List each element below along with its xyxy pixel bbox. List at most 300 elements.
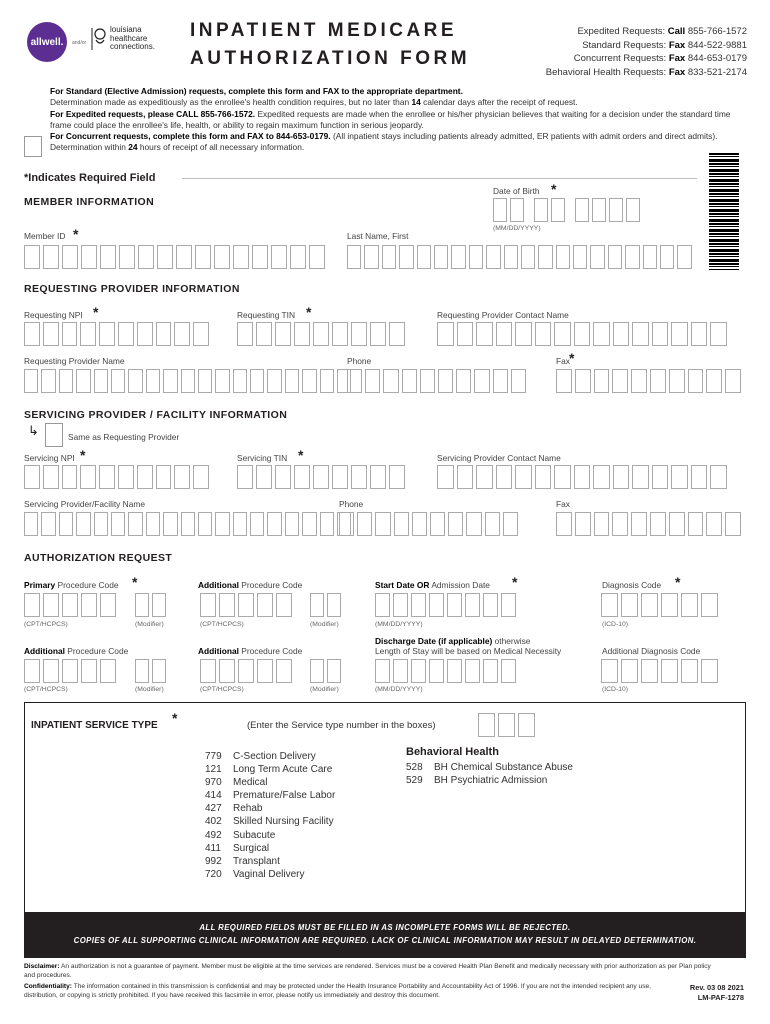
entry-box[interactable] <box>681 659 698 683</box>
entry-box[interactable] <box>99 322 115 346</box>
entry-box[interactable] <box>81 593 97 617</box>
entry-box[interactable] <box>394 512 409 536</box>
entry-box[interactable] <box>59 512 73 536</box>
entry-box[interactable] <box>501 659 516 683</box>
entry-box[interactable] <box>601 593 618 617</box>
entry-box[interactable] <box>496 322 513 346</box>
date-hint: (MM/DD/YYYY) <box>375 686 423 693</box>
entry-box[interactable] <box>474 369 489 393</box>
entry-box[interactable] <box>214 245 230 269</box>
entry-box[interactable] <box>332 322 348 346</box>
entry-box[interactable] <box>198 512 212 536</box>
entry-box[interactable] <box>485 512 500 536</box>
contact-behavioral: Behavioral Health Requests: Fax 833-521-2174 <box>545 66 747 78</box>
entry-box[interactable] <box>332 465 348 489</box>
entry-box[interactable] <box>193 465 209 489</box>
entry-box[interactable] <box>535 465 552 489</box>
entry-box[interactable] <box>62 245 78 269</box>
entry-box[interactable] <box>176 245 192 269</box>
req-npi-label: Requesting NPI <box>24 310 83 320</box>
entry-box[interactable] <box>483 659 498 683</box>
entry-box[interactable] <box>257 659 273 683</box>
entry-box[interactable] <box>43 465 59 489</box>
entry-box[interactable] <box>612 369 628 393</box>
entry-box[interactable] <box>650 369 666 393</box>
entry-box[interactable] <box>43 245 59 269</box>
entry-box[interactable] <box>660 245 674 269</box>
entry-box[interactable] <box>429 593 444 617</box>
entry-box[interactable] <box>43 659 59 683</box>
entry-box[interactable] <box>320 512 334 536</box>
entry-box[interactable] <box>94 369 108 393</box>
entry-box[interactable] <box>437 465 454 489</box>
modifier-hint: (Modifier) <box>310 686 339 693</box>
add-diag-input[interactable] <box>601 659 718 683</box>
additional-proc-input-2[interactable] <box>24 659 116 683</box>
entry-box[interactable] <box>631 369 647 393</box>
entry-box[interactable] <box>706 512 722 536</box>
entry-box[interactable] <box>438 369 453 393</box>
entry-box[interactable] <box>365 369 380 393</box>
entry-box[interactable] <box>430 512 445 536</box>
entry-box[interactable] <box>233 369 247 393</box>
entry-box[interactable] <box>24 659 40 683</box>
entry-box[interactable] <box>652 322 669 346</box>
entry-box[interactable] <box>62 593 78 617</box>
entry-box[interactable] <box>80 322 96 346</box>
divider <box>182 178 697 179</box>
additional-mod-input[interactable] <box>310 593 341 617</box>
entry-box[interactable] <box>538 245 552 269</box>
entry-box[interactable] <box>437 322 454 346</box>
discharge-date-input[interactable] <box>375 659 516 683</box>
entry-box[interactable] <box>503 512 518 536</box>
entry-box[interactable] <box>146 369 160 393</box>
diag-input[interactable] <box>601 593 718 617</box>
entry-box[interactable] <box>257 593 273 617</box>
entry-box[interactable] <box>556 512 572 536</box>
entry-box[interactable] <box>238 659 254 683</box>
entry-box[interactable] <box>643 245 657 269</box>
entry-box[interactable] <box>554 465 571 489</box>
entry-box[interactable] <box>469 245 483 269</box>
entry-box[interactable] <box>163 512 177 536</box>
service-type-item: 528 BH Chemical Substance Abuse <box>406 762 573 773</box>
entry-box[interactable] <box>41 369 55 393</box>
additional-mod-input-3[interactable] <box>310 659 341 683</box>
entry-box[interactable] <box>302 369 316 393</box>
entry-box[interactable] <box>24 512 38 536</box>
entry-box[interactable] <box>671 322 688 346</box>
entry-box[interactable] <box>688 369 704 393</box>
entry-box[interactable] <box>601 659 618 683</box>
primary-proc-input[interactable] <box>24 593 116 617</box>
entry-box[interactable] <box>146 512 160 536</box>
entry-box[interactable] <box>573 245 587 269</box>
entry-box[interactable] <box>157 245 173 269</box>
entry-box[interactable] <box>250 512 264 536</box>
entry-box[interactable] <box>275 322 291 346</box>
entry-box[interactable] <box>511 369 526 393</box>
entry-box[interactable] <box>375 659 390 683</box>
service-type-item: 992 Transplant <box>205 855 280 867</box>
required-star: * <box>80 447 86 463</box>
entry-box[interactable] <box>100 245 116 269</box>
entry-box[interactable] <box>701 659 718 683</box>
entry-box[interactable] <box>574 322 591 346</box>
entry-box[interactable] <box>710 465 727 489</box>
entry-box[interactable] <box>590 245 604 269</box>
entry-box[interactable] <box>496 465 513 489</box>
entry-box[interactable] <box>594 512 610 536</box>
entry-box[interactable] <box>632 322 649 346</box>
entry-box[interactable] <box>128 512 142 536</box>
modifier-hint: (Modifier) <box>135 621 164 628</box>
entry-box[interactable] <box>76 369 90 393</box>
entry-box[interactable] <box>267 369 281 393</box>
entry-box[interactable] <box>238 593 254 617</box>
entry-box[interactable] <box>24 593 40 617</box>
entry-box[interactable] <box>252 245 268 269</box>
required-star: * <box>551 181 557 197</box>
entry-box[interactable] <box>119 245 135 269</box>
entry-box[interactable] <box>135 593 149 617</box>
service-type-list <box>205 750 335 881</box>
req-tin-input[interactable] <box>237 322 405 346</box>
entry-box[interactable] <box>198 369 212 393</box>
entry-box[interactable] <box>420 369 435 393</box>
start-date-label: Start Date OR Admission Date <box>375 580 490 590</box>
entry-box[interactable] <box>137 465 153 489</box>
entry-box[interactable] <box>294 322 310 346</box>
standard-instructions: For Standard (Elective Admission) requests, complete this form and FAX to the appropriate department. <box>50 86 463 96</box>
entry-box[interactable] <box>313 322 329 346</box>
entry-box[interactable] <box>669 512 685 536</box>
cpt-hint: (CPT/HCPCS) <box>200 621 244 628</box>
entry-box[interactable] <box>725 512 741 536</box>
svc-phone-input[interactable] <box>339 512 518 536</box>
entry-box[interactable] <box>135 659 149 683</box>
entry-box[interactable] <box>681 593 698 617</box>
entry-box[interactable] <box>24 465 40 489</box>
entry-box[interactable] <box>195 245 211 269</box>
entry-box[interactable] <box>267 512 281 536</box>
entry-box[interactable] <box>24 245 40 269</box>
entry-box[interactable] <box>593 465 610 489</box>
primary-mod-input[interactable] <box>135 593 166 617</box>
allwell-logo: allwell. <box>27 22 67 62</box>
entry-box[interactable] <box>313 465 329 489</box>
entry-box[interactable] <box>233 512 247 536</box>
entry-box[interactable] <box>370 465 386 489</box>
entry-box[interactable] <box>652 465 669 489</box>
entry-box[interactable] <box>128 369 142 393</box>
entry-box[interactable] <box>309 245 325 269</box>
entry-box[interactable] <box>285 512 299 536</box>
additional-proc-label: Additional Procedure Code <box>198 580 303 590</box>
entry-box[interactable] <box>215 369 229 393</box>
entry-box[interactable] <box>389 322 405 346</box>
entry-box[interactable] <box>163 369 177 393</box>
entry-box[interactable] <box>174 465 190 489</box>
entry-box[interactable] <box>710 322 727 346</box>
entry-box[interactable] <box>456 369 471 393</box>
entry-box[interactable] <box>504 245 518 269</box>
entry-box[interactable] <box>156 465 172 489</box>
service-type-heading: INPATIENT SERVICE TYPE <box>31 720 158 731</box>
entry-box[interactable] <box>219 659 235 683</box>
req-fax-label: Fax <box>556 356 570 366</box>
entry-box[interactable] <box>294 465 310 489</box>
entry-box[interactable] <box>466 512 481 536</box>
entry-box[interactable] <box>725 369 741 393</box>
entry-box[interactable] <box>621 593 638 617</box>
entry-box[interactable] <box>412 512 427 536</box>
entry-box[interactable] <box>399 245 413 269</box>
entry-box[interactable] <box>276 593 292 617</box>
entry-box[interactable] <box>574 465 591 489</box>
entry-box[interactable] <box>152 659 166 683</box>
entry-box[interactable] <box>691 322 708 346</box>
entry-box[interactable] <box>76 512 90 536</box>
entry-box[interactable] <box>451 245 465 269</box>
entry-box[interactable] <box>706 369 722 393</box>
entry-box[interactable] <box>393 593 408 617</box>
entry-box[interactable] <box>393 659 408 683</box>
entry-box[interactable] <box>347 245 361 269</box>
entry-box[interactable] <box>612 512 628 536</box>
entry-box[interactable] <box>351 322 367 346</box>
entry-box[interactable] <box>593 322 610 346</box>
entry-box[interactable] <box>515 322 532 346</box>
entry-box[interactable] <box>138 245 154 269</box>
entry-box[interactable] <box>677 245 691 269</box>
entry-box[interactable] <box>193 322 209 346</box>
entry-box[interactable] <box>382 245 396 269</box>
service-type-item: 720 Vaginal Delivery <box>205 868 305 880</box>
entry-box[interactable] <box>237 465 253 489</box>
entry-box[interactable] <box>411 593 426 617</box>
entry-box[interactable] <box>613 322 630 346</box>
additional-proc-input[interactable] <box>200 593 292 617</box>
req-name-input[interactable] <box>24 369 351 393</box>
same-as-label: Same as Requesting Provider <box>68 432 180 442</box>
required-star: * <box>73 226 79 242</box>
revision: Rev. 03 08 2021 LM-PAF-1278 <box>689 983 744 1002</box>
entry-box[interactable] <box>447 593 462 617</box>
entry-box[interactable] <box>476 322 493 346</box>
entry-box[interactable] <box>94 512 108 536</box>
entry-box[interactable] <box>357 512 372 536</box>
entry-box[interactable] <box>625 245 639 269</box>
entry-box[interactable] <box>688 512 704 536</box>
entry-box[interactable] <box>448 512 463 536</box>
entry-box[interactable] <box>43 322 59 346</box>
entry-box[interactable] <box>575 512 591 536</box>
diag-label: Diagnosis Code <box>602 580 662 590</box>
entry-box[interactable] <box>447 659 462 683</box>
entry-box[interactable] <box>621 659 638 683</box>
entry-box[interactable] <box>493 369 508 393</box>
entry-box[interactable] <box>219 593 235 617</box>
entry-box[interactable] <box>24 322 40 346</box>
entry-box[interactable] <box>669 369 685 393</box>
entry-box[interactable] <box>302 512 316 536</box>
entry-box[interactable] <box>276 659 292 683</box>
entry-box[interactable] <box>701 593 718 617</box>
entry-box[interactable] <box>556 369 572 393</box>
entry-box[interactable] <box>476 465 493 489</box>
svc-fax-input[interactable] <box>556 512 741 536</box>
entry-box[interactable] <box>465 593 480 617</box>
entry-box[interactable] <box>383 369 398 393</box>
req-contact-input[interactable] <box>437 322 727 346</box>
entry-box[interactable] <box>661 593 678 617</box>
entry-box[interactable] <box>200 659 216 683</box>
contact-concurrent: Concurrent Requests: Fax 844-653-0179 <box>573 53 747 65</box>
entry-box[interactable] <box>200 593 216 617</box>
req-phone-input[interactable] <box>347 369 526 393</box>
entry-box[interactable] <box>339 512 354 536</box>
svc-name-input[interactable] <box>24 512 351 536</box>
entry-box[interactable] <box>594 369 610 393</box>
entry-box[interactable] <box>310 593 324 617</box>
additional-proc-input-3[interactable] <box>200 659 292 683</box>
svc-contact-input[interactable] <box>437 465 727 489</box>
entry-box[interactable] <box>351 465 367 489</box>
entry-box[interactable] <box>631 512 647 536</box>
entry-box[interactable] <box>181 512 195 536</box>
svc-tin-input[interactable] <box>237 465 405 489</box>
entry-box[interactable] <box>457 465 474 489</box>
entry-box[interactable] <box>285 369 299 393</box>
entry-box[interactable] <box>429 659 444 683</box>
entry-box[interactable] <box>111 512 125 536</box>
entry-box[interactable] <box>81 245 97 269</box>
entry-box[interactable] <box>486 245 500 269</box>
expedited-instructions: For Expedited requests, please CALL 855-766-1572. Expedited requests are made when the enrollee or his/her physician believes that waiting for a decision under the standard time frame could place the enrollee's life, health, or ability to regain maximum function in serious jeopardy. <box>50 109 731 130</box>
entry-box[interactable] <box>535 322 552 346</box>
entry-box[interactable] <box>650 512 666 536</box>
entry-box[interactable] <box>320 369 334 393</box>
confidentiality: Confidentiality: The information contained in this transmission is confidential and may be protected under the Health Insurance Portability and Accountability Act of 1996. If you are not the intended recipient any use, distribution, or copying is strictly prohibited. If you have received this facsimile in error, please notify us immediately and destroy this document. <box>24 983 652 1000</box>
start-date-input[interactable] <box>375 593 516 617</box>
entry-box[interactable] <box>347 369 362 393</box>
entry-box[interactable] <box>43 593 59 617</box>
entry-box[interactable] <box>290 245 306 269</box>
entry-box[interactable] <box>501 593 516 617</box>
concurrent-checkbox[interactable] <box>24 136 42 157</box>
entry-box[interactable] <box>661 659 678 683</box>
entry-box[interactable] <box>389 465 405 489</box>
entry-box[interactable] <box>152 593 166 617</box>
entry-box[interactable] <box>62 322 78 346</box>
entry-box[interactable] <box>256 322 272 346</box>
entry-box[interactable] <box>375 593 390 617</box>
entry-box[interactable] <box>59 369 73 393</box>
entry-box[interactable] <box>271 245 287 269</box>
arrow-icon: ↳ <box>28 423 39 438</box>
entry-box[interactable] <box>457 322 474 346</box>
entry-box[interactable] <box>174 322 190 346</box>
entry-box[interactable] <box>613 465 630 489</box>
entry-box[interactable] <box>671 465 688 489</box>
entry-box[interactable] <box>483 593 498 617</box>
entry-box[interactable] <box>137 322 153 346</box>
req-phone-label: Phone <box>347 356 372 366</box>
entry-box[interactable] <box>181 369 195 393</box>
entry-box[interactable] <box>100 659 116 683</box>
entry-box[interactable] <box>62 659 78 683</box>
entry-box[interactable] <box>554 322 571 346</box>
entry-box[interactable] <box>575 369 591 393</box>
entry-box[interactable] <box>256 465 272 489</box>
contact-expedited: Expedited Requests: Call 855-766-1572 <box>577 26 747 37</box>
entry-box[interactable] <box>691 465 708 489</box>
entry-box[interactable] <box>111 369 125 393</box>
entry-box[interactable] <box>233 245 249 269</box>
required-star: * <box>675 574 681 590</box>
entry-box[interactable] <box>99 465 115 489</box>
entry-box[interactable] <box>41 512 55 536</box>
same-as-checkbox[interactable] <box>45 423 63 447</box>
entry-box[interactable] <box>608 245 622 269</box>
entry-box[interactable] <box>641 593 658 617</box>
entry-box[interactable] <box>417 245 431 269</box>
dob-input[interactable] <box>493 198 640 222</box>
entry-box[interactable] <box>118 465 134 489</box>
entry-box[interactable] <box>80 465 96 489</box>
service-type-item: 414 Premature/False Labor <box>205 790 336 802</box>
entry-box[interactable] <box>237 322 253 346</box>
entry-box[interactable] <box>411 659 426 683</box>
req-fax-input[interactable] <box>556 369 741 393</box>
form-title: INPATIENT MEDICARE AUTHORIZATION FORM <box>190 20 471 69</box>
entry-box[interactable] <box>370 322 386 346</box>
additional-mod-input-2[interactable] <box>135 659 166 683</box>
svc-npi-input[interactable] <box>24 465 209 489</box>
entry-box[interactable] <box>375 512 390 536</box>
member-name-input[interactable] <box>347 245 692 269</box>
entry-box[interactable] <box>632 465 649 489</box>
entry-box[interactable] <box>641 659 658 683</box>
entry-box[interactable] <box>250 369 264 393</box>
entry-box[interactable] <box>327 659 341 683</box>
member-id-input[interactable] <box>24 245 325 269</box>
req-tin-label: Requesting TIN <box>237 310 296 320</box>
entry-box[interactable] <box>215 512 229 536</box>
entry-box[interactable] <box>556 245 570 269</box>
service-type-input[interactable] <box>478 713 535 737</box>
svc-contact-label: Servicing Provider Contact Name <box>437 453 561 463</box>
entry-box[interactable] <box>327 593 341 617</box>
entry-box[interactable] <box>156 322 172 346</box>
entry-box[interactable] <box>434 245 448 269</box>
entry-box[interactable] <box>62 465 78 489</box>
entry-box[interactable] <box>275 465 291 489</box>
entry-box[interactable] <box>364 245 378 269</box>
entry-box[interactable] <box>310 659 324 683</box>
req-npi-input[interactable] <box>24 322 209 346</box>
entry-box[interactable] <box>515 465 532 489</box>
entry-box[interactable] <box>24 369 38 393</box>
entry-box[interactable] <box>402 369 417 393</box>
entry-box[interactable] <box>100 593 116 617</box>
entry-box[interactable] <box>118 322 134 346</box>
entry-box[interactable] <box>81 659 97 683</box>
entry-box[interactable] <box>521 245 535 269</box>
entry-box[interactable] <box>465 659 480 683</box>
